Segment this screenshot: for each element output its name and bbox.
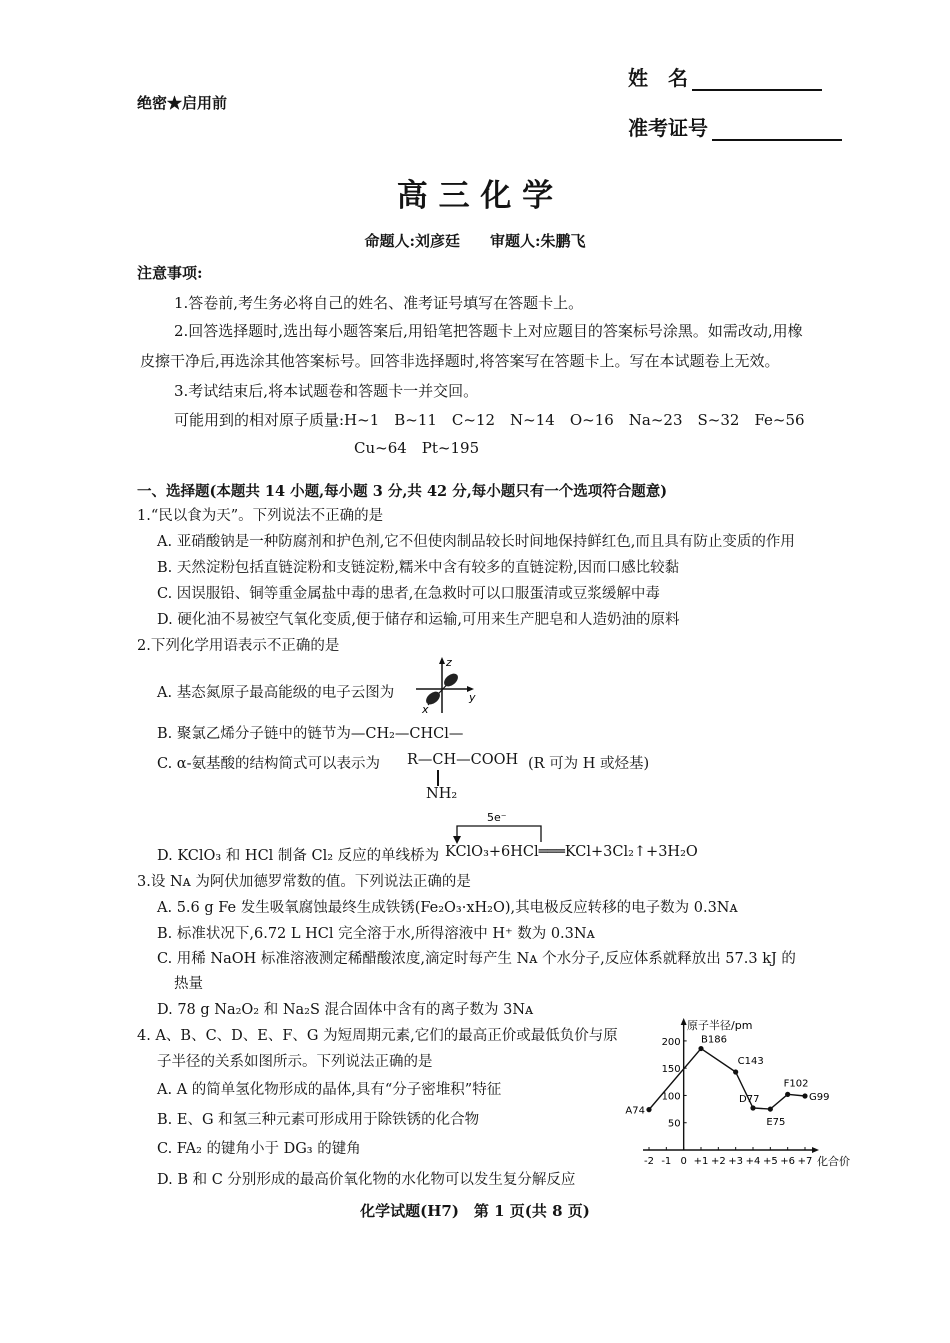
q2-option-b: B. 聚氯乙烯分子链中的链节为—CH₂—CHCl— [157, 726, 464, 742]
q3-option-a: A. 5.6 g Fe 发生吸氧腐蚀最终生成铁锈(Fe₂O₃·xH₂O),其电极反应转移的电子数为 0.3Nᴀ [157, 900, 738, 916]
secret-label: 绝密★启用前 [137, 94, 228, 112]
chart-y-arrow [681, 1018, 687, 1025]
q1-option-d: D. 硬化油不易被空气氧化变质,便于储存和运输,可用来生产肥皂和人造奶油的原料 [157, 612, 680, 628]
note-1: 1.答卷前,考生务必将自己的姓名、准考证号填写在答题卡上。 [174, 294, 584, 312]
chart-point-label: A74 [625, 1105, 645, 1117]
q2-c-bond [437, 770, 439, 786]
q1-option-c: C. 因误服铅、铜等重金属盐中毒的患者,在急救时可以口服蛋清或豆浆缓解中毒 [157, 586, 660, 602]
section-heading: 一、选择题(本题共 14 小题,每小题 3 分,共 42 分,每小题只有一个选项符合题意) [137, 483, 668, 500]
chart-point-label: E75 [766, 1117, 786, 1129]
q2-option-c: C. α-氨基酸的结构简式可以表示为 [157, 756, 380, 772]
note-2: 2.回答选择题时,选出每小题答案后,用铅笔把答题卡上对应题目的答案标号涂黑。如需改动,用橡 [174, 322, 803, 340]
q1-option-a: A. 亚硝酸钠是一种防腐剂和护色剂,它不但使肉制品较长时间地保持鲜红色,而且具有防止变质的作用 [157, 534, 795, 550]
z-arrow [439, 657, 445, 664]
q2-c-nh2: NH₂ [426, 786, 458, 802]
q3-option-d: D. 78 g Na₂O₂ 和 Na₂S 混合固体中含有的离子数为 3Nᴀ [157, 1002, 534, 1018]
chart-y-label: 原子半径/pm [687, 1019, 753, 1032]
atomic-mass-line-2: Cu~64 Pt~195 [354, 439, 480, 457]
id-field [628, 112, 842, 141]
chart-x-tick-label: -1 [661, 1156, 672, 1167]
atomic-mass-line-1: 可能用到的相对原子质量:H~1 B~11 C~12 N~14 O~16 Na~23 S~32 Fe~56 [174, 411, 805, 429]
q2-option-d: D. KClO₃ 和 HCl 制备 Cl₂ 反应的单线桥为 [157, 848, 440, 864]
q2-c-note: (R 可为 H 或烃基) [528, 756, 650, 772]
atomic-radius-chart [625, 1015, 865, 1175]
q4-stem-cont: 子半径的关系如图所示。下列说法正确的是 [157, 1054, 433, 1070]
q2-c-formula: R—CH—COOH [407, 752, 519, 768]
q4-stem: 4. A、B、C、D、E、F、G 为短周期元素,它们的最高正价或最低负价与原 [137, 1028, 618, 1044]
chart-y-tick-label: 50 [667, 1118, 681, 1130]
chart-point [785, 1092, 790, 1097]
chart-x-tick-label: +3 [728, 1156, 744, 1167]
orbital-lobe-1 [442, 671, 461, 689]
id-blank [712, 117, 842, 141]
id-label: 准考证号 [628, 116, 708, 140]
name-blank [692, 67, 822, 91]
authors: 命题人:刘彦廷 审题人:朱鹏飞 [364, 232, 586, 250]
q4-option-c: C. FA₂ 的键角小于 DG₃ 的键角 [157, 1141, 361, 1157]
electron-transfer-bridge [445, 808, 565, 844]
bridge-arrow [453, 836, 461, 844]
q3-option-c: C. 用稀 NaOH 标准溶液测定稀醋酸浓度,滴定时每产生 Nᴀ 个水分子,反应体系就释放出 57.3 kJ 的 [157, 951, 796, 967]
x-axis-label: x [422, 703, 429, 715]
chart-point [698, 1046, 703, 1051]
q3-stem: 3.设 Nᴀ 为阿伏加德罗常数的值。下列说法正确的是 [137, 874, 471, 890]
q1-option-b: B. 天然淀粉包括直链淀粉和支链淀粉,糯米中含有较多的直链淀粉,因而口感比较黏 [157, 560, 680, 576]
chart-x-tick-label: +4 [745, 1156, 761, 1167]
chart-point-label: G99 [809, 1092, 830, 1103]
q2-stem: 2.下列化学用语表示不正确的是 [137, 638, 340, 654]
chart-x-tick-label: +7 [797, 1156, 813, 1167]
chart-point-label: D77 [739, 1094, 760, 1105]
chart-y-tick-label: 150 [661, 1064, 681, 1076]
chart-x-arrow [812, 1147, 819, 1153]
z-axis-label: z [446, 656, 452, 669]
bridge-electrons: 5e⁻ [487, 811, 507, 824]
note-2-cont: 皮擦干净后,再选涂其他答案标号。回答非选择题时,将答案写在答题卡上。写在本试题卷上无效。 [140, 352, 780, 370]
q3-option-b: B. 标准状况下,6.72 L HCl 完全溶于水,所得溶液中 H⁺ 数为 0.3Nᴀ [157, 926, 595, 942]
chart-point-label: C143 [737, 1056, 764, 1067]
page-title: 高 三 化 学 [396, 178, 554, 214]
chart-point [646, 1107, 651, 1112]
chart-series [625, 1035, 829, 1129]
chart-point [733, 1069, 738, 1074]
chart-point [750, 1105, 755, 1110]
chart-x-tick-label: +5 [762, 1156, 778, 1167]
chart-point [768, 1106, 773, 1111]
page-footer: 化学试题(H7) 第 1 页(共 8 页) [360, 1202, 590, 1220]
chart-x-tick-label: -2 [644, 1156, 654, 1167]
chart-ticks [644, 1034, 813, 1167]
chart-y-tick-label: 100 [661, 1091, 681, 1103]
chart-x-label: 化合价 [817, 1155, 850, 1168]
chart-point-label: F102 [783, 1078, 809, 1090]
notes-heading: 注意事项: [137, 264, 203, 282]
q4-option-a: A. A 的简单氢化物形成的晶体,具有“分子密堆积”特征 [157, 1082, 502, 1098]
chart-x-tick-label: +1 [693, 1156, 709, 1167]
p-orbital-diagram [410, 655, 480, 715]
q2-d-equation: KClO₃+6HCl═══KCl+3Cl₂↑+3H₂O [445, 844, 698, 860]
q4-option-d: D. B 和 C 分别形成的最高价氧化物的水化物可以发生复分解反应 [157, 1172, 576, 1188]
note-3: 3.考试结束后,将本试题卷和答题卡一并交回。 [174, 382, 479, 400]
y-axis-label: y [469, 691, 476, 704]
name-field [628, 62, 822, 91]
chart-x-tick-label: 0 [680, 1156, 687, 1167]
name-label: 姓 名 [628, 66, 688, 90]
chart-point-label: B186 [701, 1034, 727, 1046]
chart-x-tick-label: +2 [710, 1156, 726, 1167]
q3-option-c-cont: 热量 [174, 976, 203, 992]
q2-option-a: A. 基态氮原子最高能级的电子云图为 [157, 685, 395, 701]
q1-stem: 1.“民以食为天”。下列说法不正确的是 [137, 508, 384, 524]
q4-option-b: B. E、G 和氢三种元素可形成用于除铁锈的化合物 [157, 1112, 480, 1128]
chart-x-tick-label: +6 [780, 1156, 796, 1167]
chart-y-tick-label: 200 [661, 1036, 681, 1048]
chart-point [802, 1093, 807, 1098]
bridge-line [457, 826, 541, 842]
